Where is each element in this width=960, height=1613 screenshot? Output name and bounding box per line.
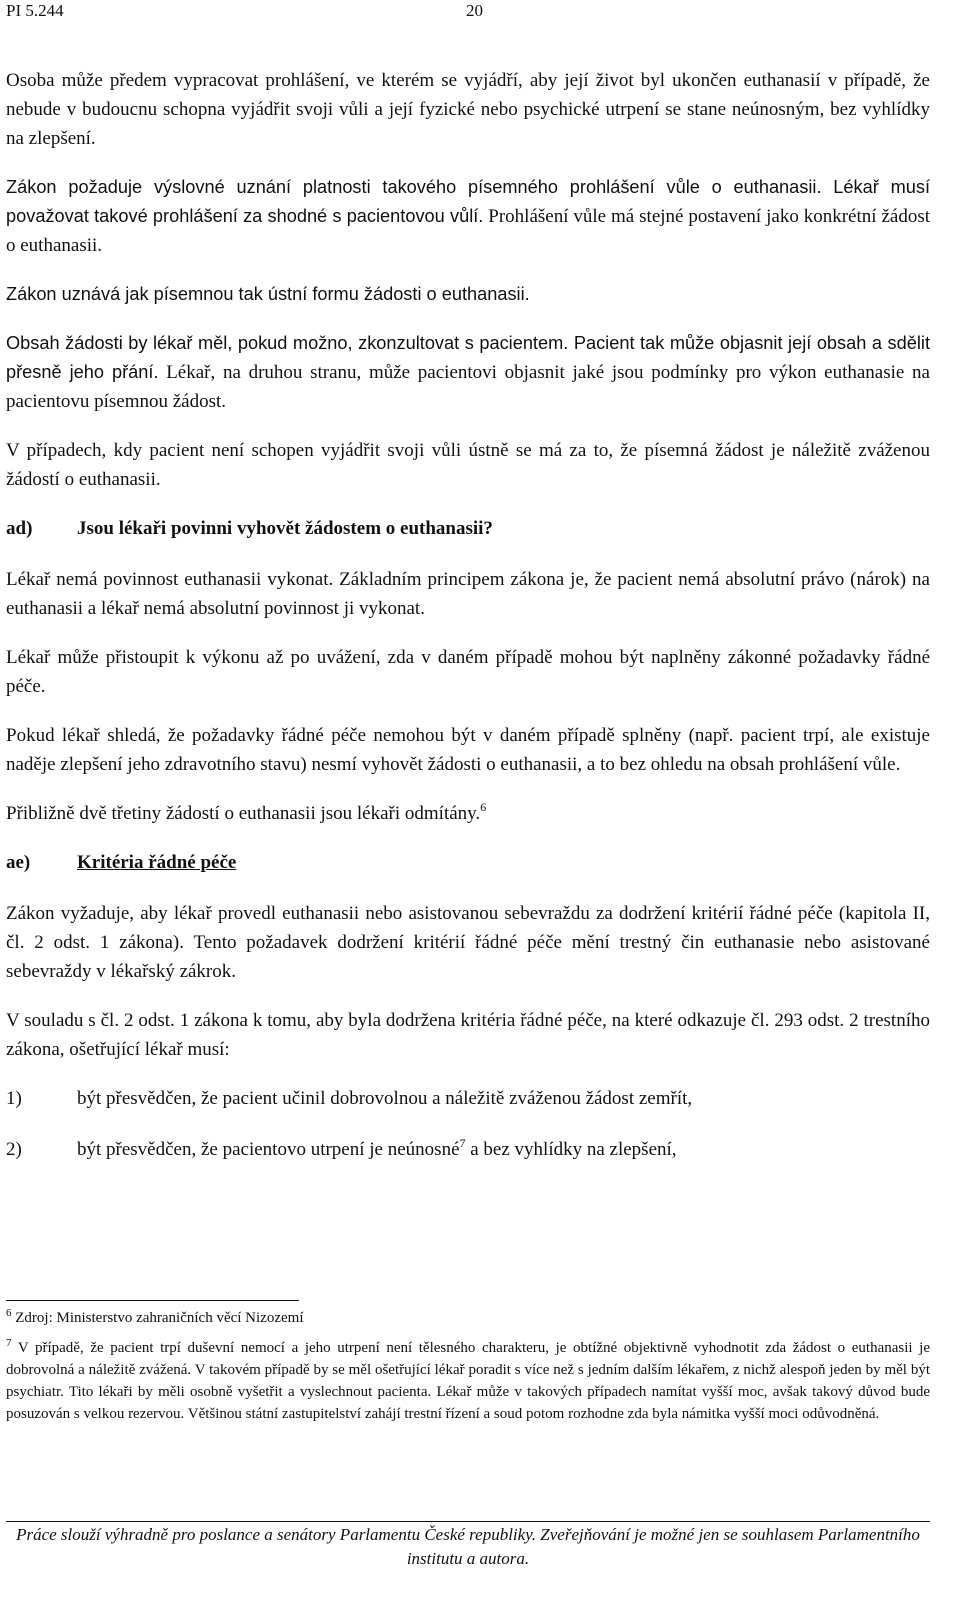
footnote-6 <box>6 1307 930 1329</box>
paragraph-written-declaration <box>6 173 930 260</box>
footnote-separator <box>6 1300 299 1301</box>
refusal-rate-text: Přibližně dvě třetiny žádostí o euthanasii jsou lékaři odmítány. <box>6 803 481 824</box>
section-heading-ae <box>6 848 930 877</box>
footnote-number: 6 <box>6 1307 12 1319</box>
document-id: PI 5.244 <box>6 1 64 20</box>
paragraph-written-declaration-sans: Zákon požaduje výslovné uznání platnosti takového písemného prohlášení vůle o euthanasii. Lékař musí považovat takové prohlášení za shodné s pacientovou vůlí. <box>6 177 930 226</box>
list-item <box>6 1084 930 1113</box>
footnote-text: V případě, že pacient trpí duševní nemocí a jeho utrpení není tělesného charakteru, je obtížné objektivně vyhodnotit zda žádost o euthanasii je dobrovolná a náležitě zvážená. V takovém případě by se měl ošetřující lékař poradit s více než s jedním dalším lékařem, z nichž alespoň jeden by měl být psychiatr. Tito lékaři by měli osobně vyšetřit a vyslechnout pacienta. Lékař může v takových případech namítat vyšší moc, avšak takový důvod bude posuzován s velkou rezervou. Většinou státní zastupitelství zahájí trestní řízení a soud potom rozhodne zda byla námitka vyšší moci odůvodněná. <box>6 1340 930 1422</box>
paragraph-refusal-rate <box>6 799 930 828</box>
paragraph-written-declaration-serif: Prohlášení vůle má stejné postavení jako konkrétní žádost o euthanasii. <box>6 206 930 256</box>
body-text <box>6 66 930 1186</box>
footnote-7 <box>6 1337 930 1425</box>
footnote-number: 7 <box>6 1337 12 1349</box>
paragraph-physician-must: V souladu s čl. 2 odst. 1 zákona k tomu, aby byla dodržena kritéria řádné péče, na které odkazuje čl. 293 odst. 2 trestního zákona, ošetřující lékař musí: <box>6 1010 930 1060</box>
page-number: 20 <box>466 1 483 20</box>
paragraph-advance-declaration: Osoba může předem vypracovat prohlášení, ve kterém se vyjádří, aby její život byl ukončen euthanasií v případě, že nebude v budoucnu schopna vyjádřit svoji vůli a její fyzické nebo psychické utrpení se stane neúnosným, bez vyhlídky na zlepšení. <box>6 70 930 149</box>
section-heading-ad <box>6 514 930 543</box>
section-title: Jsou lékaři povinni vyhovět žádostem o euthanasii? <box>77 518 493 539</box>
paragraph-no-obligation: Lékař nemá povinnost euthanasii vykonat. Základním principem zákona je, že pacient nemá absolutní právo (nárok) na euthanasii a lékař nemá absolutní povinnost ji vykonat. <box>6 569 930 619</box>
page-footer: Práce slouží výhradně pro poslance a senátory Parlamentu České republiky. Zveřejňování je možné jen se souhlasem Parlamentního institutu a autora. <box>16 1525 920 1568</box>
footer-separator <box>6 1521 930 1522</box>
section-number: ae) <box>6 852 31 873</box>
list-item-text-b: a bez vyhlídky na zlepšení, <box>465 1139 677 1160</box>
list-item-number: 2) <box>6 1139 22 1160</box>
list-item <box>6 1135 930 1164</box>
paragraph-consult-a: Obsah žádosti by lékař měl, pokud možno, zkonzultovat s pacientem. <box>6 333 569 353</box>
paragraph-consult-c: Lékař, na druhou stranu, může pacientovi objasnit jaké jsou podmínky pro výkon euthanasie na pacientovu písemnou žádost. <box>6 362 930 412</box>
footnote-ref-6[interactable]: 6 <box>480 800 487 814</box>
list-item-text: být přesvědčen, že pacient učinil dobrovolnou a náležitě zváženou žádost zemřít, <box>77 1088 693 1109</box>
list-item-text-a: být přesvědčen, že pacientovo utrpení je neúnosné <box>77 1139 460 1160</box>
footnote-ref-7[interactable]: 7 <box>459 1136 466 1150</box>
paragraph-request-consultation <box>6 329 930 416</box>
footnotes <box>6 1307 930 1433</box>
paragraph-unable-to-speak: V případech, kdy pacient není schopen vyjádřit svoji vůli ústně se má za to, že písemná žádost je náležitě zváženou žádostí o euthanasii. <box>6 440 930 490</box>
section-title: Kritéria řádné péče <box>77 852 237 873</box>
list-item-number: 1) <box>6 1088 22 1109</box>
paragraph-request-form: Zákon uznává jak písemnou tak ústní formu žádosti o euthanasii. <box>6 284 530 304</box>
paragraph-refusal-conditions: Pokud lékař shledá, že požadavky řádné péče nemohou být v daném případě splněny (např. pacient trpí, ale existuje naděje zlepšení jeho zdravotního stavu) nesmí vyhovět žádosti o euthanasii, a to bez ohledu na obsah prohlášení vůle. <box>6 725 930 775</box>
footnote-text: Zdroj: Ministerstvo zahraničních věcí Nizozemí <box>11 1310 304 1326</box>
paragraph-due-care-requirement: Zákon vyžaduje, aby lékař provedl euthanasii nebo asistovanou sebevraždu za dodržení kritérií řádné péče (kapitola II, čl. 2 odst. 1 zákona). Tento požadavek dodržení kritérií řádné péče mění trestný čin euthanasie nebo asistované sebevraždy v lékařský zákrok. <box>6 903 930 982</box>
paragraph-consideration: Lékař může přistoupit k výkonu až po uvážení, zda v daném případě mohou být naplněny zákonné požadavky řádné péče. <box>6 647 930 697</box>
list-item-text <box>77 1135 677 1164</box>
section-number: ad) <box>6 518 33 539</box>
paragraph-consult-b: Pacient tak může objasnit její obsah a sdělit přesně jeho přání. <box>6 333 931 382</box>
